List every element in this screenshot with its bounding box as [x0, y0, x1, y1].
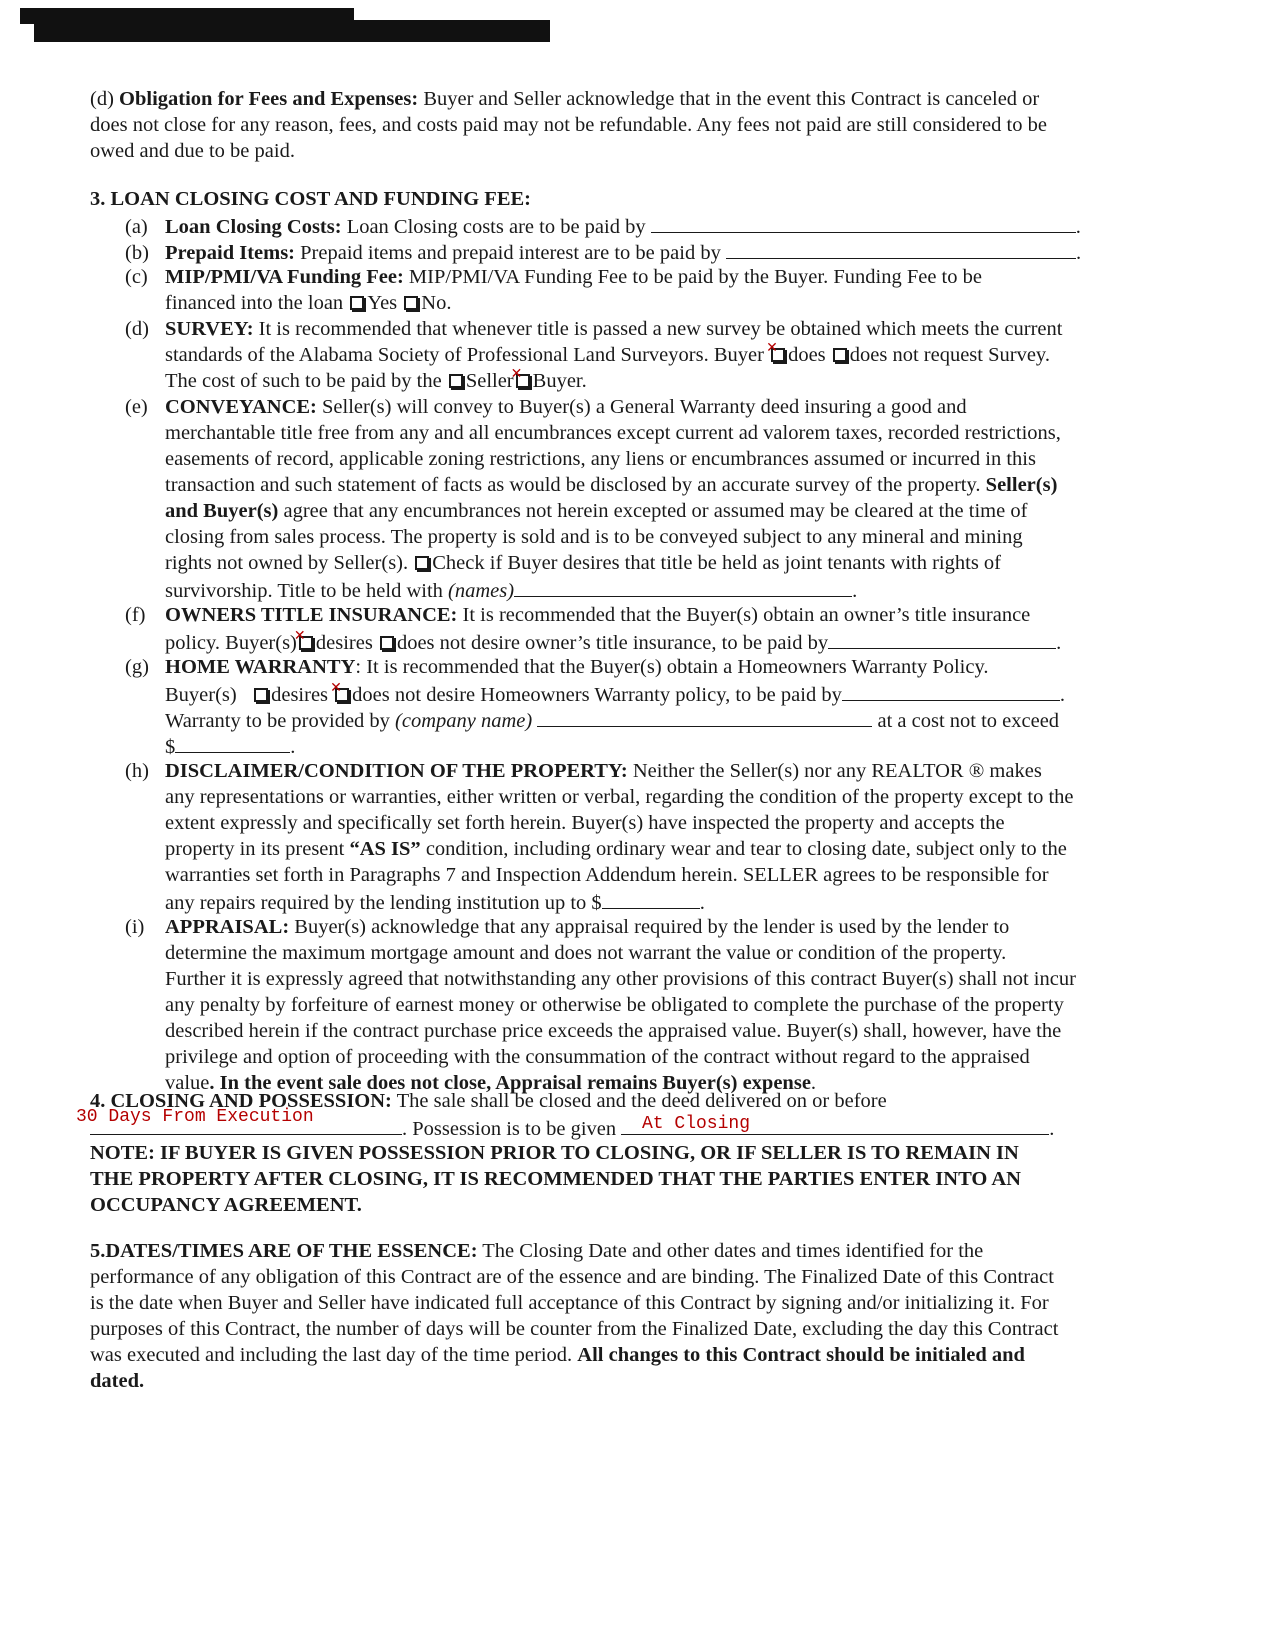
warranty-desires-checkbox[interactable] [254, 688, 268, 702]
closing-date-value: 30 Days From Execution [76, 1107, 314, 1127]
survey-buyer-checkbox-checked[interactable] [516, 374, 530, 388]
funding-no-checkbox[interactable] [404, 296, 418, 310]
funding-yes-checkbox[interactable] [350, 296, 364, 310]
item-h: (h) DISCLAIMER/CONDITION OF THE PROPERTY: Neither the Seller(s) nor any REALTOR ® makes [125, 760, 1042, 782]
title-names-blank[interactable] [514, 576, 852, 597]
section-4: 4. CLOSING AND POSSESSION: The sale shall be closed and the deed delivered on or before . Possession is to be given . 30 Days From Execution At Closing NOTE: IF BUYER IS GIVEN POSSESSION PRIOR TO CLOSING, OR IF SELLER IS TO REMAIN IN THE PROPERTY AFTER CLOSING, IT IS RECOMMENDED THAT THE PARTIES ENTER INTO AN OCCUPANCY AGREEMENT. [76, 1090, 1055, 1216]
item-d: (d) SURVEY: It is recommended that whenever title is passed a new survey be obtained which meets the current [125, 318, 1063, 340]
title-ins-desires-checkbox-checked[interactable] [299, 636, 313, 650]
survey-does-checkbox-checked[interactable] [771, 348, 785, 362]
item-f: (f) OWNERS TITLE INSURANCE: It is recommended that the Buyer(s) obtain an owner’s title insurance [125, 604, 1031, 626]
item-a: (a) Loan Closing Costs: Loan Closing costs are to be paid by . [90, 212, 1190, 238]
obligation-paragraph: (d) Obligation for Fees and Expenses: Buyer and Seller acknowledge that in the event this Contract is canceled or does not close for any reason, fees, and costs paid may not be refundable. Any fees not paid are still considered to be owed and due to be paid. [90, 88, 1047, 162]
repairs-amount-blank[interactable] [602, 888, 700, 909]
section-5: 5.DATES/TIMES ARE OF THE ESSENCE: The Closing Date and other dates and times identified for the performance of any obligation of this Contract are of the essence and are binding. The Finalized Date of this Contract is the date when Buyer and Seller have indicated full acceptance of this Contract by signing and/or initializing it. For purposes of this Contract, the number of days will be counter from the Finalized Date, excluding the day this Contract was executed and including the last day of the time period. All changes to this Contract should be initialed and dated. [90, 1240, 1059, 1392]
item-i: (i) APPRAISAL: Buyer(s) acknowledge that any appraisal required by the lender is used by the lender to [125, 916, 1010, 938]
warranty-paid-by-blank[interactable] [842, 680, 1060, 701]
item-b: (b) Prepaid Items: Prepaid items and prepaid interest are to be paid by . [90, 238, 1190, 264]
warranty-not-desire-checkbox-checked[interactable] [335, 688, 349, 702]
title-ins-paid-by-blank[interactable] [828, 628, 1056, 649]
item-c: (c) MIP/PMI/VA Funding Fee: MIP/PMI/VA Funding Fee to be paid by the Buyer. Funding Fee to be [125, 266, 982, 288]
section-heading: 4. CLOSING AND POSSESSION: [90, 1090, 392, 1112]
redaction-bar [34, 20, 550, 42]
section-3: 3. LOAN CLOSING COST AND FUNDING FEE: (a) Loan Closing Costs: Loan Closing costs are to be paid by . (b) Prepaid Items: Prepaid items and prepaid interest are to be paid by . (c) MIP/PMI/VA Funding Fee: MIP/PMI/VA Funding Fee to be paid by the Buyer. Funding Fee to be financed into the loan Yes No. (d) SURVEY: It is recommended that whenever title is passed a new survey be obtained which meets the current standards of the Alabama Society of Professional Land Surveyors. Buyer ✕ does does not request Survey. The cost of such to be paid by the Seller✕ Buyer. (e) CONVEYANCE: Seller(s) will convey to Buyer(s) a General Warranty deed insuring a good and merchantable title free from any and all encumbrances except current ad valorem taxes, recorded restrictions, easements of record, applicable zoning restrictions, any liens or encumbrances assumed or incurred in this transaction and such statement of facts as would be disclosed by an accurate survey of the property. Seller(s) and Buyer(s) agree that any encumbrances not herein excepted or assumed may be cleared at the time of closing from sales process. The property is sold and is to be conveyed subject to any mineral and mining rights not owned by Seller(s). Check if Buyer desires that title be held as joint tenants with rights of survivorship. Title to be held with (names) . (f) OWNERS TITLE INSURANCE: It is recommended that the Buyer(s) obtain an owner’s title insurance policy. Buyer(s)✕ desires does not desire owner’s title insurance, to be paid by . (g) HOME WARRANTY: It is recommended that the Buyer(s) obtain a Homeowners Warranty Policy. Buyer(s) desires ✕ does not desire Homeowners Warranty policy, to be paid by . Warranty to be provided by (company name) at a cost not to exceed $ . (h) DISCLAIMER/CONDITION OF THE PROPERTY: Neither the Seller(s) nor any REALTOR ® makes any representations or warranties, either written or verbal, regarding the condition of the property except to the extent expressly and specifically set forth herein. Buyer(s) have inspected the property and accepts the property in its present “AS IS” condition, including ordinary wear and tear to closing date, subject only to the warranties set forth in Paragraphs 7 and Inspection Addendum herein. SELLER agrees to be responsible for any repairs required by the lending institution up to $ . (i) APPRAISAL: Buyer(s) acknowledge that any appraisal required by the lender is used by the lender to determine the maximum mortgage amount and does not warrant the value or condition of the property. Further it is expressly agreed that notwithstanding any other provisions of this contract Buyer(s) shall not incur any penalty by forfeiture of earnest money or otherwise be obligated to complete the purchase of the property described herein if the contract purchase price exceeds the appraised value. Buyer(s) shall, however, have the privilege and option of proceeding with the consummation of the contract without regard to the appraised value. In the event sale does not close, Appraisal remains Buyer(s) expense. [90, 186, 1190, 1096]
prepaid-items-blank[interactable] [726, 238, 1076, 259]
warranty-company-blank[interactable] [537, 706, 872, 727]
closing-costs-blank[interactable] [651, 212, 1076, 233]
section-heading: 5.DATES/TIMES ARE OF THE ESSENCE: [90, 1240, 478, 1262]
joint-tenants-checkbox[interactable] [415, 556, 429, 570]
item-e: (e) CONVEYANCE: Seller(s) will convey to Buyer(s) a General Warranty deed insuring a good and [125, 396, 967, 418]
survey-does-not-checkbox[interactable] [833, 348, 847, 362]
survey-seller-checkbox[interactable] [449, 374, 463, 388]
section-heading: 3. LOAN CLOSING COST AND FUNDING FEE: [90, 188, 532, 210]
possession-value: At Closing [642, 1114, 751, 1134]
title-ins-not-desire-checkbox[interactable] [380, 636, 394, 650]
item-g: (g) HOME WARRANTY: It is recommended that the Buyer(s) obtain a Homeowners Warranty Policy. [125, 656, 989, 678]
warranty-cost-blank[interactable] [175, 732, 290, 753]
